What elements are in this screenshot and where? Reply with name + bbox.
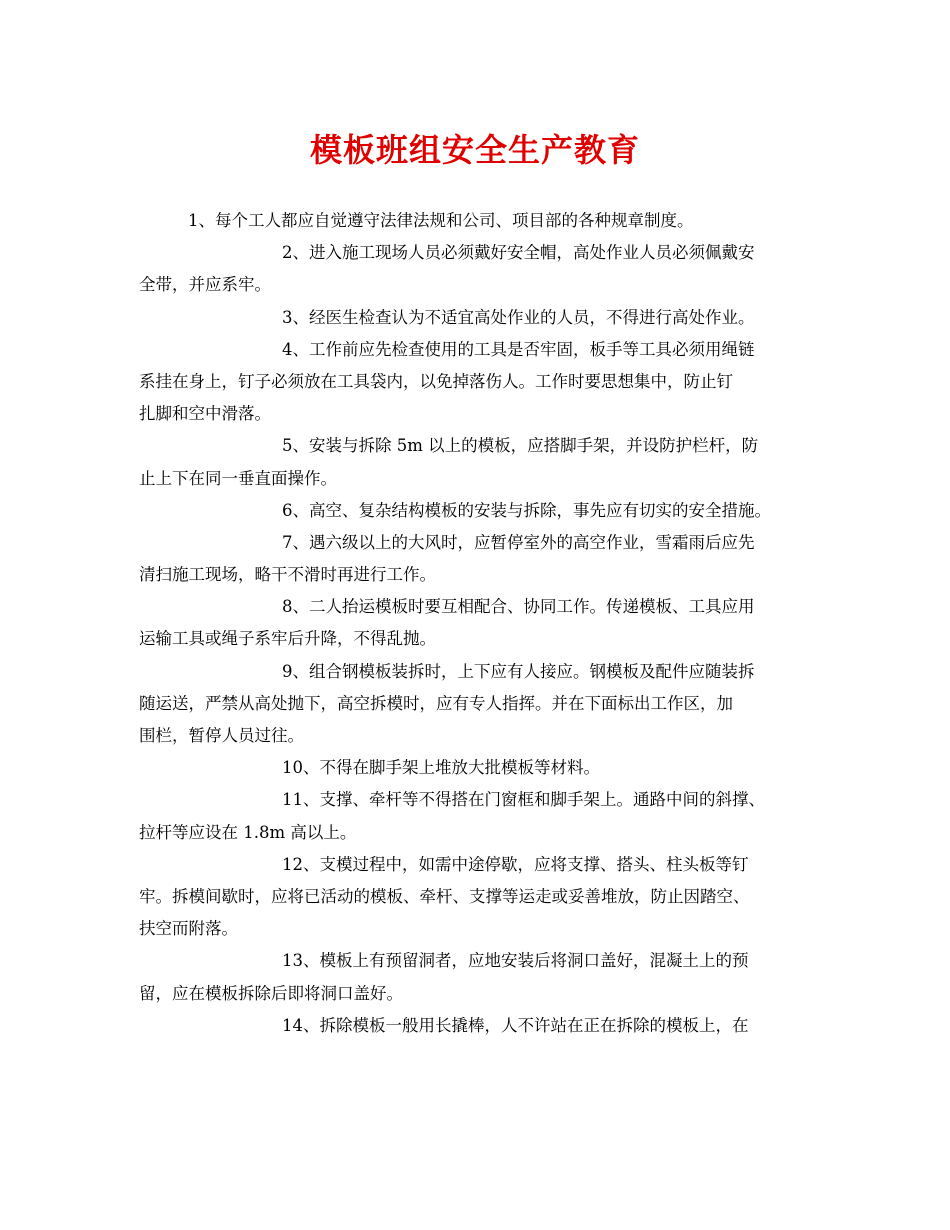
text-line: 3、经医生检查认为不适宜高处作业的人员，不得进行高处作业。 [282,307,755,327]
text-line: 系挂在身上，钉子必须放在工具袋内，以免掉落伤人。工作时要思想集中，防止钉 [139,371,733,391]
text-line: 扶空而附落。 [139,919,238,939]
text-line: 10、不得在脚手架上堆放大批模板等材料。 [282,758,600,778]
text-line: 运输工具或绳子系牢后升降，不得乱抛。 [139,629,436,649]
text-line: 清扫施工现场，略干不滑时再进行工作。 [139,565,436,585]
text-line: 1、每个工人都应自觉遵守法律法规和公司、项目部的各种规章制度。 [188,211,694,230]
text-line: 留，应在模板拆除后即将洞口盖好。 [139,983,403,1003]
document-body [139,205,829,1042]
text-line: 扎脚和空中滑落。 [139,404,271,424]
text-line: 13、模板上有预留洞者，应地安装后将洞口盖好，混凝土上的预 [282,951,749,971]
document-title: 模板班组安全生产教育 [309,131,640,169]
text-line: 6、高空、复杂结构模板的安装与拆除，事先应有切实的安全措施。 [282,500,771,520]
text-line: 随运送，严禁从高处抛下，高空拆模时，应有专人指挥。并在下面标出工作区，加 [139,693,733,713]
text-line: 11、支撑、牵杆等不得搭在门窗框和脚手架上。通路中间的斜撑、 [282,790,765,810]
text-line: 4、工作前应先检查使用的工具是否牢固，板手等工具必须用绳链 [282,339,755,359]
text-line: 围栏，暂停人员过往。 [139,726,304,745]
text-line: 2、进入施工现场人员必须戴好安全帽，高处作业人员必须佩戴安 [282,243,755,263]
text-line: 8、二人抬运模板时要互相配合、协同工作。传递模板、工具应用 [282,597,755,617]
text-line: 5、安装与拆除 5m 以上的模板，应搭脚手架，并设防护栏杆，防 [282,436,759,456]
text-line: 全带，并应系牢。 [139,275,271,295]
text-line: 止上下在同一垂直面操作。 [139,468,337,488]
text-line: 9、组合钢模板装拆时，上下应有人接应。钢模板及配件应随装拆 [282,661,755,681]
text-line: 12、支模过程中，如需中途停歇，应将支撑、搭头、柱头板等钉 [282,854,749,874]
text-line: 牢。拆模间歇时，应将已活动的模板、牵杆、支撑等运走或妥善堆放，防止因踏空、 [139,886,750,906]
text-line: 7、遇六级以上的大风时，应暂停室外的高空作业，雪霜雨后应先 [282,532,755,552]
text-line: 14、拆除模板一般用长撬棒，人不许站在正在拆除的模板上，在 [282,1015,749,1035]
text-line: 拉杆等应设在 1.8m 高以上。 [139,822,357,842]
